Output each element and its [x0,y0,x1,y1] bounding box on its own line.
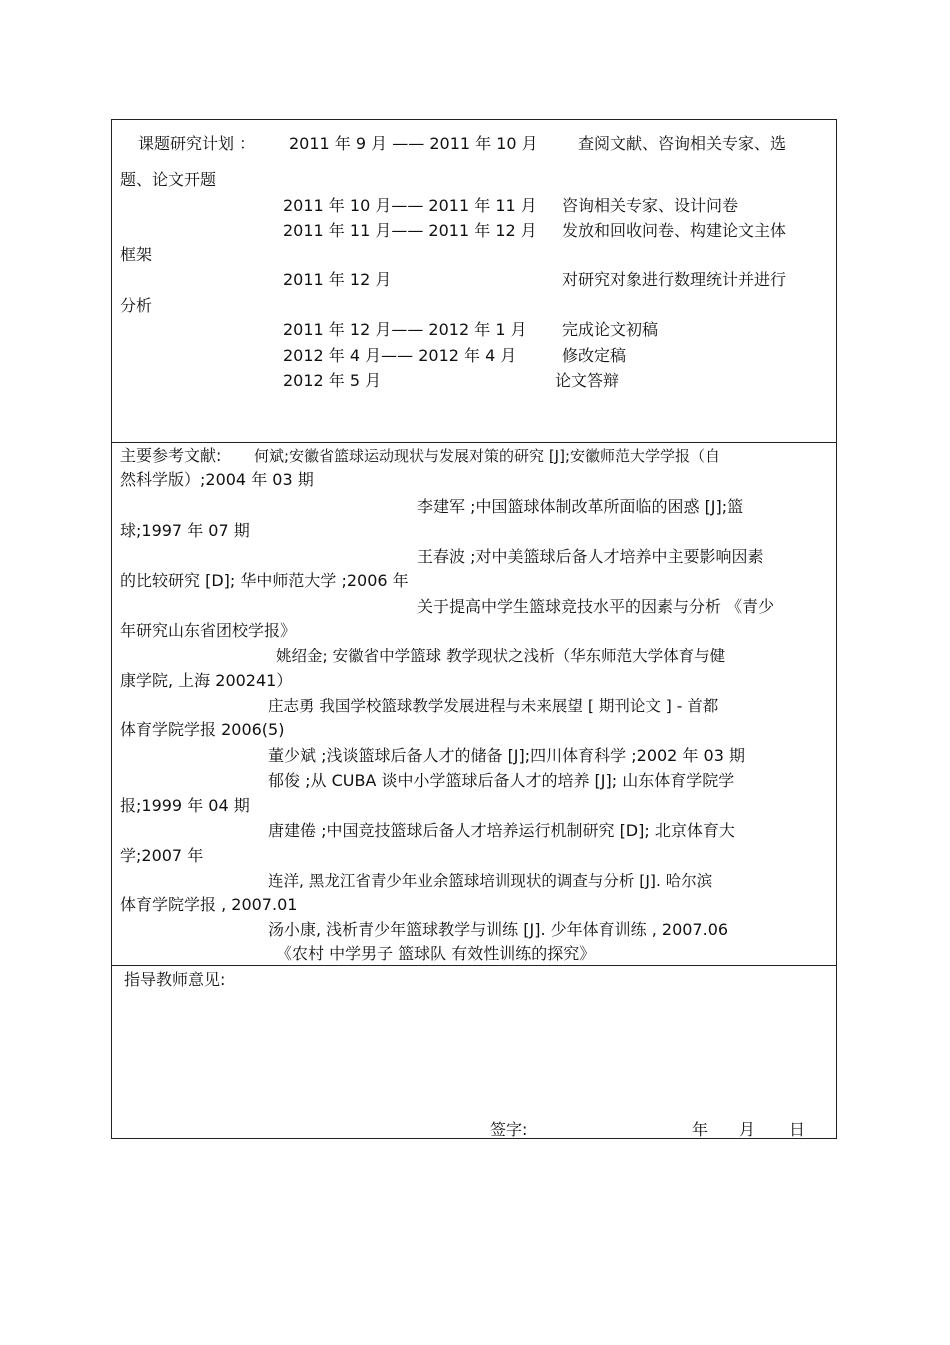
plan-task: 查阅文献、咨询相关专家、选 [578,134,787,153]
plan-task: 咨询相关专家、设计问卷 [562,196,739,215]
plan-task: 完成论文初稿 [562,320,659,339]
reference-line: 唐建倦 ;中国竞技篮球后备人才培养运行机制研究 [D]; 北京体育大 [268,821,735,840]
plan-task-cont: 分析 [120,296,153,315]
reference-line: 体育学院学报 2006(5) [120,720,285,739]
plan-task: 发放和回收问卷、构建论文主体 [562,221,787,240]
signature-label: 签字: [490,1120,528,1139]
reference-line: 庄志勇 我国学校篮球教学发展进程与未来展望 [ 期刊论文 ] - 首都 [268,697,719,715]
reference-line: 李建军 ;中国篮球体制改革所面临的困惑 [J];篮 [417,497,744,516]
plan-label: 课题研究计划 ： [138,134,256,153]
reference-line: 连洋, 黑龙江省青少年业余篮球培训现状的调查与分析 [J]. 哈尔滨 [268,872,713,890]
reference-line: 的比较研究 [D]; 华中师范大学 ;2006 年 [120,571,409,590]
reference-line: 年研究山东省团校学报》 [120,621,297,640]
reference-line: 董少斌 ;浅谈篮球后备人才的储备 [J];四川体育科学 ;2002 年 03 期 [268,746,745,765]
plan-dates: 2012 年 4 月—— 2012 年 4 月 [283,346,517,365]
plan-task: 论文答辩 [555,371,620,390]
plan-task-cont: 框架 [120,245,153,264]
reference-line: 汤小康, 浅析青少年篮球教学与训练 [J]. 少年体育训练 , 2007.06 [268,920,729,939]
reference-line: 何斌;安徽省篮球运动现状与发展对策的研究 [J];安徽师范大学学报（自 [254,447,721,465]
plan-task: 对研究对象进行数理统计并进行 [562,270,787,289]
reference-line: 球;1997 年 07 期 [120,521,250,540]
reference-line: 体育学院学报 , 2007.01 [120,895,298,914]
reference-line: 学;2007 年 [120,846,204,865]
section-divider [111,442,837,443]
reference-line: 康学院, 上海 200241） [120,671,293,690]
section-divider [111,965,837,966]
plan-dates: 2011 年 9 月 —— 2011 年 10 月 [289,134,538,153]
plan-task-cont: 题、论文开题 [120,170,217,189]
reference-line: 姚绍金; 安徽省中学篮球 教学现状之浅析（华东师范大学体育与健 [276,647,726,665]
plan-dates: 2011 年 11 月—— 2011 年 12 月 [283,221,537,240]
reference-line: 郁俊 ;从 CUBA 谈中小学篮球后备人才的培养 [J]; 山东体育学院学 [268,771,735,790]
date-day-label: 日 [789,1120,806,1139]
reference-line: 王春波 ;对中美篮球后备人才培养中主要影响因素 [417,547,764,566]
advisor-label: 指导教师意见: [124,970,226,989]
date-year-label: 年 [692,1120,709,1139]
reference-line: 然科学版）;2004 年 03 期 [120,470,314,489]
plan-dates: 2011 年 10 月—— 2011 年 11 月 [283,196,537,215]
plan-dates: 2012 年 5 月 [283,371,382,390]
plan-task: 修改定稿 [562,346,627,365]
plan-dates: 2011 年 12 月—— 2012 年 1 月 [283,320,527,339]
reference-line: 报;1999 年 04 期 [120,796,250,815]
plan-dates: 2011 年 12 月 [283,270,392,289]
reference-line: 《农村 中学男子 篮球队 有效性训练的探究》 [276,944,596,963]
refs-label: 主要参考文献: [120,446,222,465]
reference-line: 关于提高中学生篮球竞技水平的因素与分析 《青少 [417,597,775,616]
date-month-label: 月 [739,1120,756,1139]
